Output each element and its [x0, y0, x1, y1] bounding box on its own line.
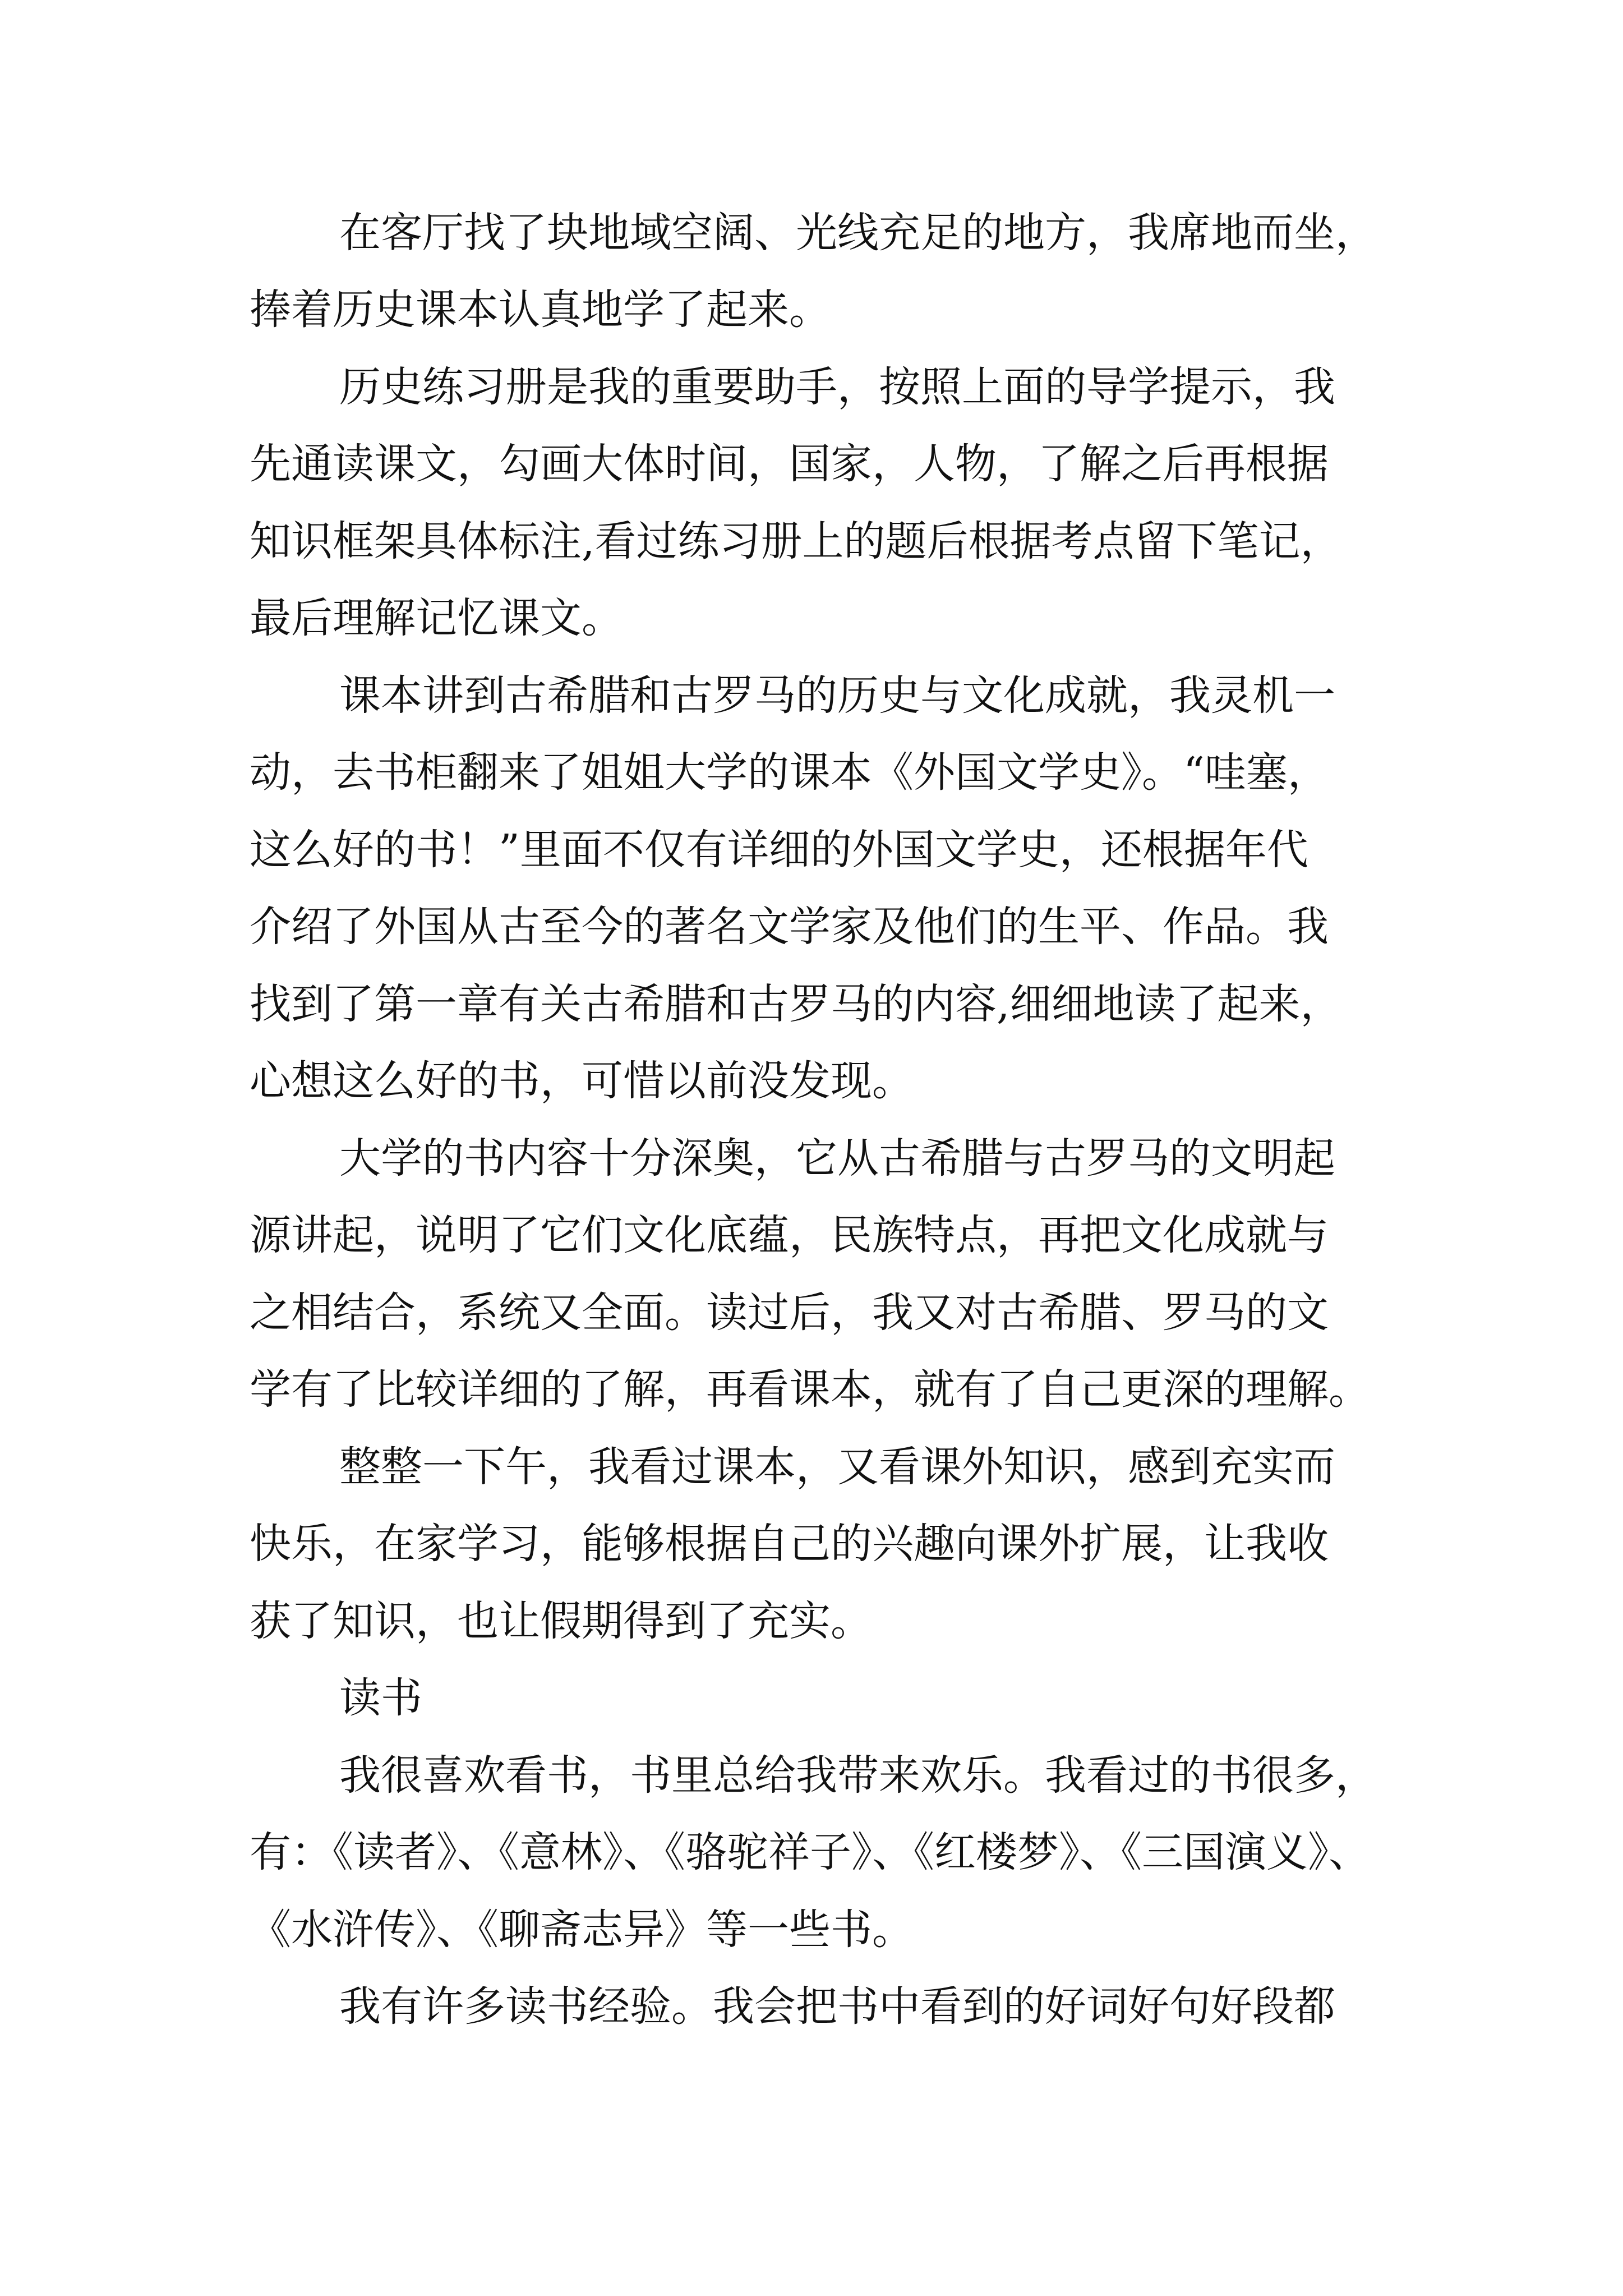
- text-line: 知识框架具体标注,看过练习册上的题后根据考点留下笔记，: [250, 517, 1342, 565]
- text-line: 先通读课文，勾画大体时间，国家，人物，了解之后再根据: [250, 440, 1329, 488]
- text-line: 这么好的书！”里面不仅有详细的外国文学史，还根据年代: [250, 826, 1308, 874]
- text-line: 最后理解记忆课文。: [250, 594, 623, 642]
- text-line: 我有许多读书经验。我会把书中看到的好词好句好段都: [339, 1982, 1335, 2031]
- text-line: 在客厅找了块地域空阔、光线充足的地方，我席地而坐，: [339, 209, 1377, 257]
- text-line: 整整一下午，我看过课本，又看课外知识，感到充实而: [339, 1443, 1335, 1491]
- text-line: 源讲起，说明了它们文化底蕴，民族特点，再把文化成就与: [250, 1211, 1329, 1259]
- text-line: 捧着历史课本认真地学了起来。: [250, 286, 831, 334]
- text-line: 历史练习册是我的重要助手，按照上面的导学提示，我: [339, 363, 1335, 411]
- text-line: 之相结合，系统又全面。读过后，我又对古希腊、罗马的文: [250, 1289, 1329, 1337]
- text-line: 获了知识，也让假期得到了充实。: [250, 1597, 872, 1645]
- text-line: 找到了第一章有关古希腊和古罗马的内容,细细地读了起来，: [250, 980, 1342, 1028]
- text-line: 课本讲到古希腊和古罗马的历史与文化成就，我灵机一: [339, 671, 1335, 720]
- text-line: 我很喜欢看书，书里总给我带来欢乐。我看过的书很多，: [339, 1751, 1377, 1800]
- text-line: 有：《读者》、《意林》、《骆驼祥子》、《红楼梦》、《三国演义》、: [250, 1828, 1370, 1876]
- section-heading: 读书: [339, 1674, 422, 1722]
- text-line: 快乐，在家学习，能够根据自己的兴趣向课外扩展，让我收: [250, 1520, 1329, 1568]
- text-line: 心想这么好的书，可惜以前没发现。: [250, 1057, 914, 1105]
- text-line: 大学的书内容十分深奥，它从古希腊与古罗马的文明起: [339, 1134, 1335, 1182]
- text-line: 学有了比较详细的了解，再看课本，就有了自己更深的理解。: [250, 1365, 1370, 1414]
- text-line: 《水浒传》、《聊斋志异》等一些书。: [250, 1906, 914, 1954]
- text-line: 动，去书柜翻来了姐姐大学的课本《外国文学史》。“哇塞，: [250, 748, 1329, 797]
- text-line: 介绍了外国从古至今的著名文学家及他们的生平、作品。我: [250, 903, 1329, 951]
